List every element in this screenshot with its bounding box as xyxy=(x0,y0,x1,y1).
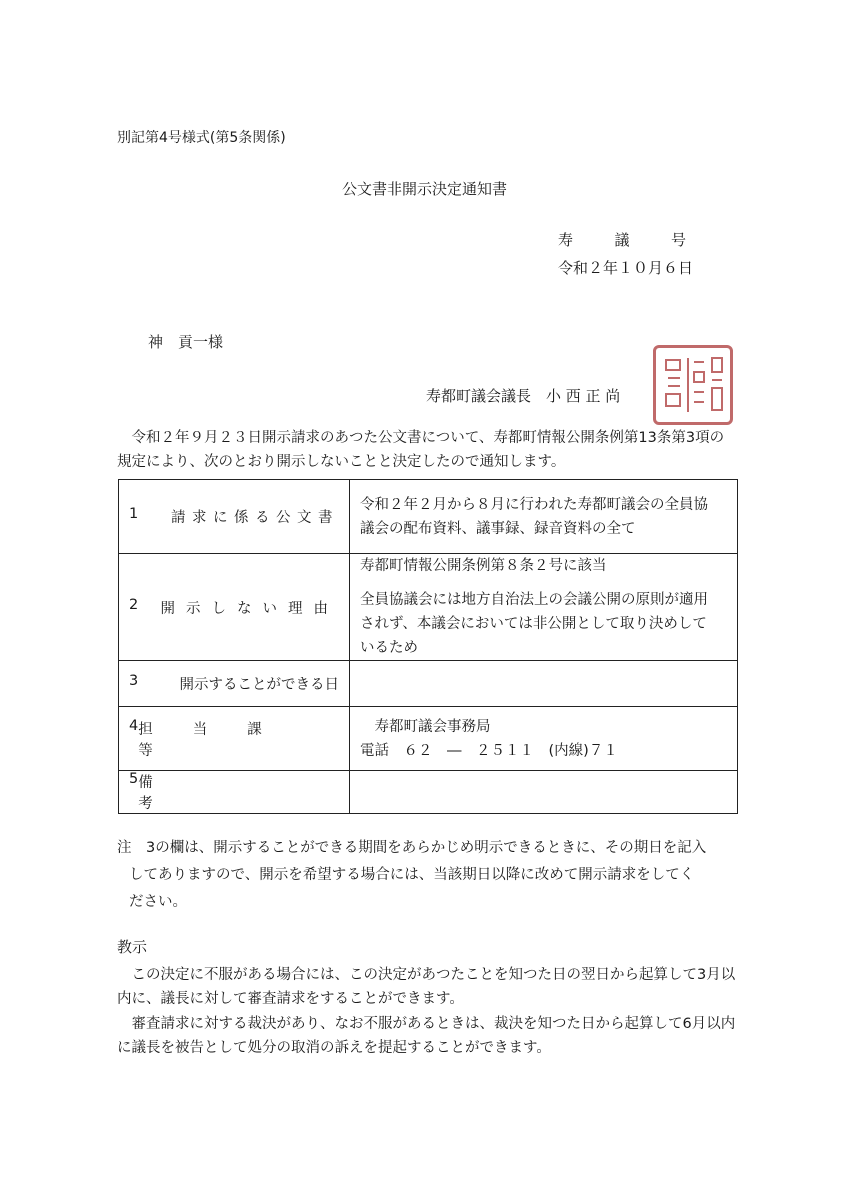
footnote-line: してありますので、開示を希望する場合には、当該期日以降に改めて開示請求をしてく xyxy=(129,867,695,883)
seal-mark xyxy=(656,348,730,422)
document-title: 公文書非開示決定通知書 xyxy=(341,180,507,198)
row-value: 寿都町情報公開条例第８条２号に該当 全員協議会には地方自治法上の会議公開の原則が適用 されず、本議会においては非公開として取り決めして いるため xyxy=(350,554,738,661)
row-label: 4 担当課等 xyxy=(119,707,350,771)
document-number-char: 議 xyxy=(614,231,630,249)
intro-paragraph: 令和２年９月２３日開示請求のあつた公文書について、寿都町情報公開条例第13条第3項の規定により、次のとおり開示しないことと決定したので通知します。 xyxy=(117,430,725,470)
document-number xyxy=(558,229,686,250)
footnote-line: ださい。 xyxy=(129,894,187,910)
form-label: 別記第4号様式(第5条関係) xyxy=(117,130,286,146)
document-number-char: 寿 xyxy=(558,231,574,249)
table-row xyxy=(119,554,738,661)
footnote-prefix: 注 xyxy=(117,840,132,856)
instruction-paragraph: 審査請求に対する裁決があり、なお不服があるときは、裁決を知つた日から起算して6月以内に議長を被告として処分の取消の訴えを提起することができます。 xyxy=(117,1016,736,1056)
row-value: 令和２年２月から８月に行われた寿都町議会の全員協 議会の配布資料、議事録、録音資料の全て xyxy=(350,480,738,554)
issue-date: 令和２年１０月６日 xyxy=(558,259,694,277)
row-label: 5 備考 xyxy=(119,771,350,814)
table-row xyxy=(119,707,738,771)
row-value: 寿都町議会事務局 電話 ６２ ― ２５１１ (内線)７１ xyxy=(350,707,738,771)
official-seal xyxy=(653,345,733,425)
footnote xyxy=(117,835,737,916)
row-label: 1 請求に係る公文書 xyxy=(119,480,350,554)
row-label: 3 開示することができる日 xyxy=(119,661,350,707)
table-row xyxy=(119,771,738,814)
recipient-name: 神 貢一様 xyxy=(148,333,224,351)
row-label: 2 開示しない理由 xyxy=(119,554,350,661)
footnote-line: 3の欄は、開示することができる期間をあらかじめ明示できるときに、その期日を記入 xyxy=(146,840,707,856)
sender-name: 寿都町議会議長 小 西 正 尚 xyxy=(426,387,621,405)
table-row xyxy=(119,480,738,554)
document-number-char: 号 xyxy=(670,231,686,249)
table-row xyxy=(119,661,738,707)
notice-table xyxy=(118,479,738,814)
instruction-paragraph: この決定に不服がある場合には、この決定があつたことを知つた日の翌日から起算して3月以内に、議長に対して審査請求をすることができます。 xyxy=(117,967,736,1007)
instruction-heading: 教示 xyxy=(117,938,148,956)
row-value xyxy=(350,661,738,707)
row-value xyxy=(350,771,738,814)
